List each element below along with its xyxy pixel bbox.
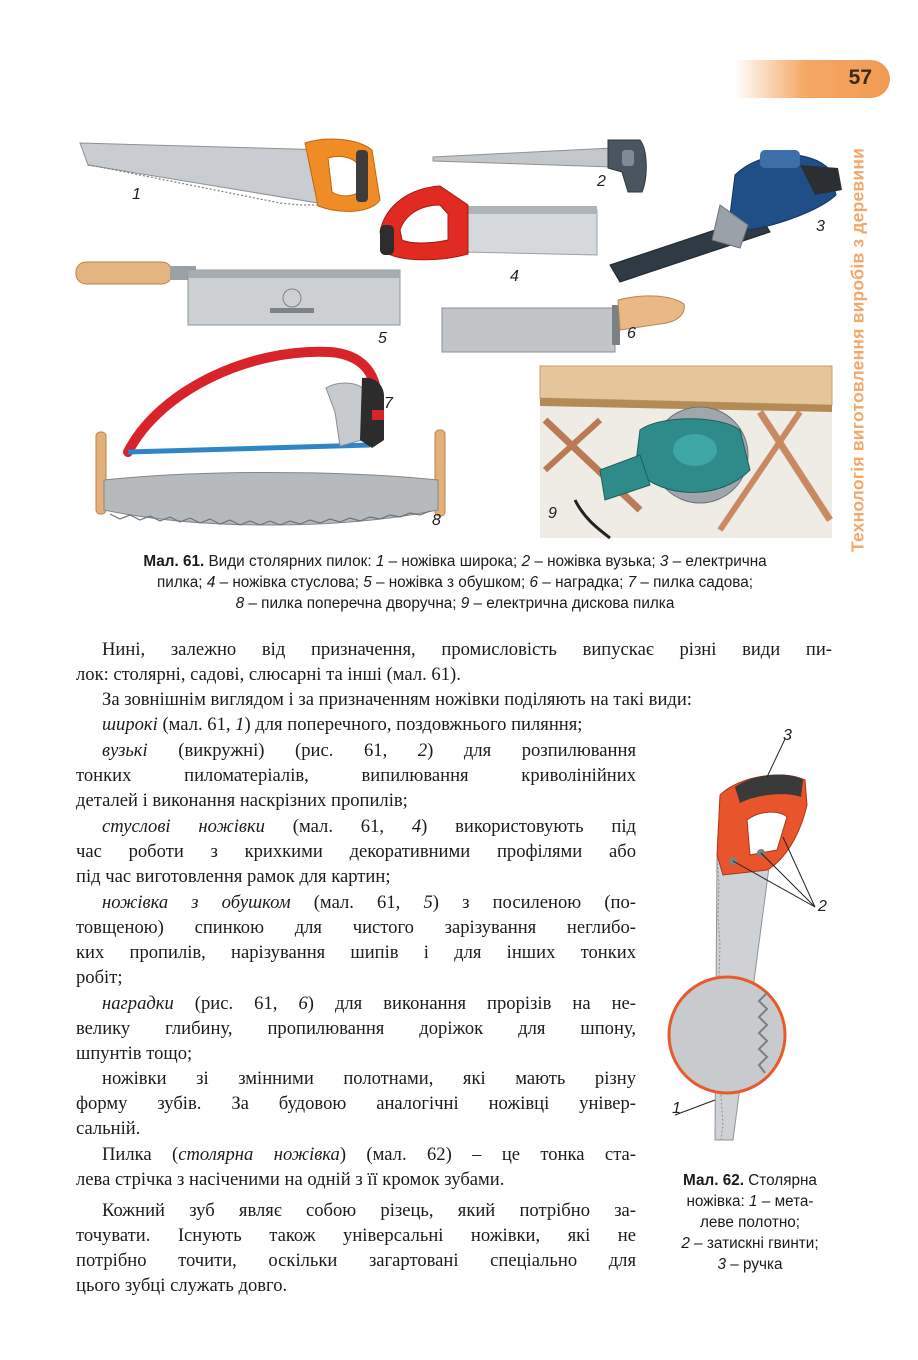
fig61-label-7: 7 [384, 395, 393, 412]
fig61-label-1: 1 [132, 186, 141, 203]
body-text-column [76, 738, 636, 1298]
paragraph-line: велику глибину, пропилювання доріжок для шпону, [76, 1018, 636, 1039]
saw-backsaw-image [76, 262, 400, 325]
fig61-label-6: 6 [627, 325, 636, 342]
saw-narrow-image [433, 140, 646, 192]
paragraph-line: ножівка з обушком (мал. 61, 5) з посиленою (по- [102, 892, 636, 913]
fig61-caption-line-1: Мал. 61. Види столярних пилок: 1 – ножівка широка; 2 – ножівка вузька; 3 – електрична [143, 553, 767, 570]
body-text-full [76, 637, 832, 737]
fig62-label-1: 1 [672, 1100, 681, 1117]
saw-two-man-image [96, 430, 445, 525]
paragraph-line: робіт; [76, 967, 123, 988]
paragraph-line: точувати. Існують також універсальні ножівки, які не [76, 1225, 636, 1246]
paragraph-line: наградки (рис. 61, 6) для виконання прорізів на не- [102, 993, 636, 1014]
paragraph-line: ножівки зі змінними полотнами, які мають різну [102, 1068, 636, 1089]
paragraph-line: Нині, залежно від призначення, промисловість випускає різні види пи- [102, 639, 832, 660]
paragraph-line: стуслові ножівки (мал. 61, 4) використовують під [102, 816, 636, 837]
paragraph-line: ких пропилів, нарізування шипів і для інших тонких [76, 942, 636, 963]
saw-circular-image [540, 366, 832, 538]
saw-wide-image [80, 139, 380, 211]
paragraph-line: За зовнішнім виглядом і за призначенням ножівки поділяють на такі види: [102, 689, 692, 710]
paragraph-line: потрібно точити, оскільки загартовані спеціально для [76, 1250, 636, 1271]
saw-garden-image [128, 352, 384, 452]
fig61-caption-line-2: пилка; 4 – ножівка стуслова; 5 – ножівка з обушком; 6 – наградка; 7 – пилка садова; [157, 574, 753, 591]
side-chapter-title-text: Технологія виготовлення виробів з деревини [847, 147, 868, 553]
figure-61-caption [80, 551, 830, 614]
saw-nagradka-image [442, 296, 684, 352]
fig61-label-4: 4 [510, 268, 519, 285]
paragraph-line: тонких пиломатеріалів, випилювання криволінійних [76, 765, 636, 786]
paragraph-line: Пилка (столярна ножівка) (мал. 62) – це тонка ста- [102, 1144, 636, 1165]
paragraph-line: вузькі (викружні) (рис. 61, 2) для розпилювання [102, 740, 637, 761]
paragraph-line: цього зубці служать довго. [76, 1275, 288, 1296]
paragraph-line: деталей і виконання наскрізних пропилів; [76, 790, 408, 811]
fig61-label-9: 9 [548, 505, 557, 522]
fig62-label-3: 3 [783, 727, 792, 744]
paragraph-line: Кожний зуб являє собою різець, який потрібно за- [102, 1200, 636, 1221]
paragraph-line: під час виготовлення рамок для картин; [76, 866, 391, 887]
figure-62-caption: Мал. 62. Столярна ножівка: 1 – мета- леве полотно; 2 – затискні гвинти; 3 – ручка [681, 1172, 819, 1273]
fig61-caption-line-3: 8 – пилка поперечна дворучна; 9 – електрична дискова пилка [235, 595, 675, 612]
paragraph-line: товщеною) спинкою для чистого зарізування неглибо- [76, 917, 636, 938]
paragraph-line: сальній. [76, 1118, 141, 1139]
fig61-label-8: 8 [432, 512, 441, 529]
paragraph-line: час роботи з крихкими декоративними профілями або [76, 841, 636, 862]
paragraph-line: лок: столярні, садові, слюсарні та інші (мал. 61). [76, 664, 461, 685]
fig62-label-2: 2 [818, 898, 827, 915]
paragraph-line: шпунтів тощо; [76, 1043, 193, 1064]
fig61-label-3: 3 [816, 218, 825, 235]
paragraph-line: форму зубів. За будовою аналогічні ножівці універ- [76, 1093, 636, 1114]
fig61-label-5: 5 [378, 330, 387, 347]
figure-62-illustration [655, 725, 845, 1145]
saw-miter-image [380, 186, 597, 260]
paragraph-line: лева стрічка з насіченими на одній з її кромок зубами. [76, 1169, 505, 1190]
figure-61-illustration [0, 0, 918, 560]
paragraph-line: широкі (мал. 61, 1) для поперечного, поздовжнього пиляння; [102, 714, 583, 735]
fig61-label-2: 2 [597, 173, 606, 190]
page-number: 57 [848, 66, 872, 89]
